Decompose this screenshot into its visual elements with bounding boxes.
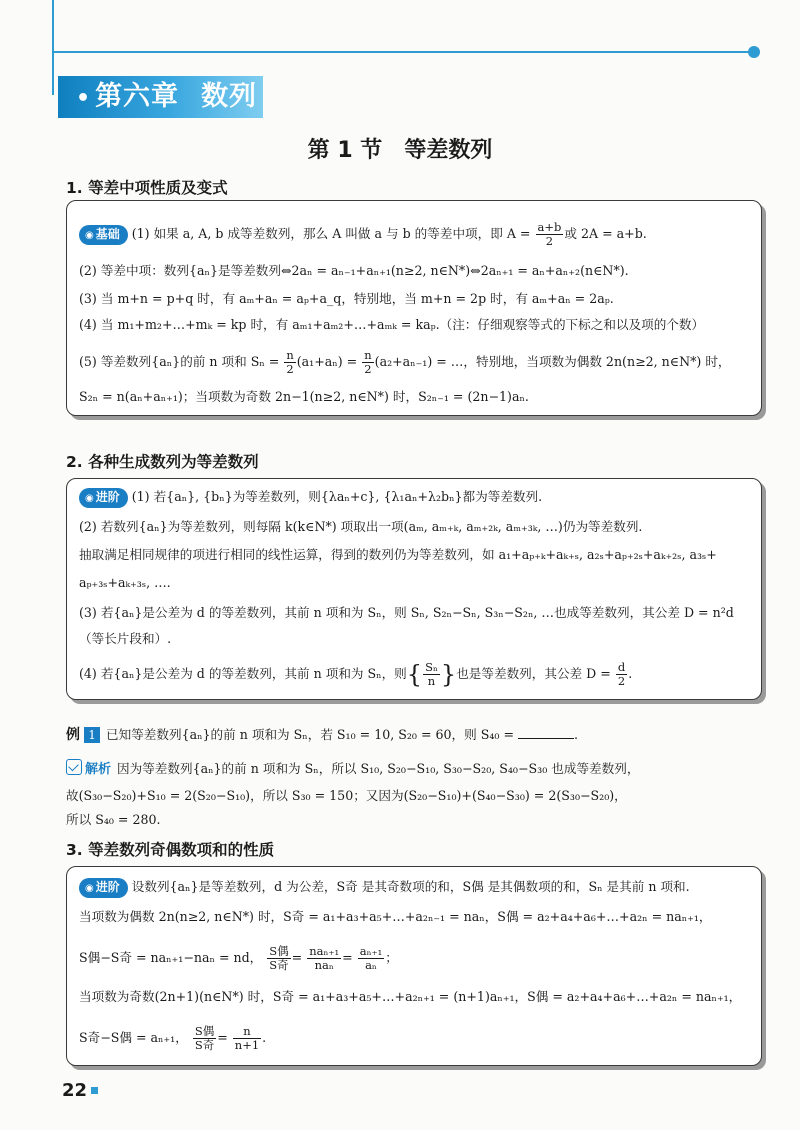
section-2-heading: 2. 各种生成数列为等差数列 — [66, 453, 259, 471]
s1-line-3: (3) 当 m+n = p+q 时，有 aₘ+aₙ = aₚ+a_q，特别地，当 m+n = 2p 时，有 aₘ+aₙ = 2aₚ. — [79, 291, 614, 306]
example-number: 1 — [84, 727, 100, 743]
s3-line-2: 当项数为偶数 2n(n≥2, n∈N*) 时，S奇 = a₁+a₃+a₅+…+a₂ₙ₋₁ = naₙ，S偶 = a₂+a₄+a₆+…+a₂ₙ = naₙ₊₁， — [79, 909, 712, 924]
section-1-box — [66, 200, 762, 416]
example-label: 例 — [66, 727, 80, 743]
fraction: $\frac{n}{2}$ — [286, 348, 294, 376]
section-1-heading: 1. 等差中项性质及变式 — [66, 179, 228, 197]
chapter-bullet: • — [76, 86, 92, 111]
s2-line-3: 抽取满足相同规律的项进行相同的线性运算，得到的数列仍为等差数列，如 a₁+aₚ₊ₖ+aₖ₊ₛ, a₂ₛ+aₚ₊₂ₛ+aₖ₊₂ₛ, a₃ₛ+ — [79, 547, 717, 562]
section-title — [0, 133, 800, 164]
s3-line-5: S奇−S偶 = aₙ₊₁， $\frac{\text{S偶}}{\text{S奇}}$ = $\frac{n}{n+1}$ . — [79, 1024, 267, 1052]
chapter-number: 第六章 — [95, 81, 180, 112]
solution-line-2: 故(S₃₀−S₂₀)+S₁₀ = 2(S₂₀−S₁₀)，所以 S₃₀ = 150；又因为(S₂₀−S₁₀)+(S₄₀−S₃₀) = 2(S₃₀−S₂₀)， — [66, 788, 627, 803]
fraction: $\frac{n}{2}$ — [364, 348, 372, 376]
fraction: $\frac{\text{S偶}}{\text{S奇}}$ — [194, 1024, 215, 1052]
fraction: $\frac{\text{Sₙ}}{n}$ — [425, 660, 438, 688]
s1-line-5: (5) 等差数列{aₙ}的前 n 项和 Sₙ = $\frac{n}{2}$ (a₁+aₙ) = $\frac{n}{2}$ (a₂+aₙ₋₁) = …，特别地，当项数为偶数 2n(n≥2, n∈N*) 时， — [79, 348, 731, 376]
fraction: $\frac{\text{naₙ₊₁}}{\text{naₙ}}$ — [309, 944, 340, 972]
solution-label: 解析 — [85, 762, 112, 777]
answer-blank — [518, 738, 574, 739]
s2-line-5: (3) 若{aₙ}是公差为 d 的等差数列，其前 n 项和为 Sₙ，则 Sₙ, S₂ₙ−Sₙ, S₃ₙ−S₂ₙ, …也成等差数列，其公差 D = n²d — [79, 605, 734, 620]
advanced-tag: ◉ 进阶 — [79, 488, 128, 508]
fraction: $\frac{\text{S偶}}{\text{S奇}}$ — [269, 944, 289, 972]
page-square-icon — [91, 1087, 98, 1094]
advanced-tag: ◉ 进阶 — [79, 878, 128, 898]
section-name: 等差数列 — [404, 138, 493, 163]
s3-line-4: 当项数为奇数(2n+1)(n∈N*) 时，S奇 = a₁+a₃+a₅+…+a₂ₙ₊₁ = (n+1)aₙ₊₁，S偶 = a₂+a₄+a₆+…+a₂ₙ = naₙ₊₁， — [79, 989, 742, 1004]
s2-line-7: (4) 若{aₙ}是公差为 d 的等差数列，其前 n 项和为 Sₙ，则{ $\frac{\text{Sₙ}}{n}$ }也是等差数列，其公差 D = $\frac{d}{2}$ . — [79, 660, 633, 689]
fraction: $\frac{\text{aₙ₊₁}}{\text{aₙ}}$ — [359, 944, 383, 972]
s2-line-4: aₚ₊₃ₛ+aₖ₊₃ₛ, …. — [79, 575, 171, 590]
s3-line-3: S偶−S奇 = naₙ₊₁−naₙ = nd， $\frac{\text{S偶}}{\text{S奇}}$ = $\frac{\text{naₙ₊₁}}{\text{naₙ}}$ = $\frac{\text{aₙ₊₁}}{\text{aₙ}}$ ； — [79, 944, 398, 972]
s1-line-4: (4) 当 m₁+m₂+…+mₖ = kp 时，有 aₘ₁+aₘ₂+…+aₘₖ = kaₚ.（注：仔细观察等式的下标之和以及项的个数） — [79, 317, 705, 332]
solution-line-1: 解析 因为等差数列{aₙ}的前 n 项和为 Sₙ，所以 S₁₀, S₂₀−S₁₀, S₃₀−S₂₀, S₄₀−S₃₀ 也成等差数列， — [66, 759, 639, 780]
section-3-heading: 3. 等差数列奇偶数项和的性质 — [66, 841, 275, 859]
solution-line-3: 所以 S₄₀ = 280. — [66, 812, 161, 827]
fraction: $\frac{d}{2}$ — [617, 660, 626, 688]
s1-line-1: ◉ 基础 (1) 如果 a, A, b 成等差数列，那么 A 叫做 a 与 b 的等差中项，即 A = $\frac{a+b}{2}$ 或 2A = a+b. — [79, 221, 647, 248]
chapter-banner — [58, 76, 263, 118]
basic-tag: ◉ 基础 — [79, 225, 128, 245]
fraction: $\frac{a+b}{2}$ — [537, 220, 562, 248]
s1-line-2: (2) 等差中项：数列{aₙ}是等差数列⇔2aₙ = aₙ₋₁+aₙ₊₁(n≥2, n∈N*)⇔2aₙ₊₁ = aₙ+aₙ₊₂(n∈N*). — [79, 263, 629, 278]
section-number: 第 1 节 — [307, 138, 383, 163]
fraction: $\frac{n}{n+1}$ — [234, 1024, 260, 1052]
page-number: 22 — [62, 1080, 98, 1101]
s2-line-2: (2) 若数列{aₙ}为等差数列，则每隔 k(k∈N*) 项取出一项(aₘ, aₘ₊ₖ, aₘ₊₂ₖ, aₘ₊₃ₖ, …)仍为等差数列. — [79, 519, 643, 534]
section-2-box — [66, 478, 762, 700]
tag-icon: ◉ — [85, 230, 94, 241]
header-dot — [748, 46, 760, 58]
tag-icon: ◉ — [85, 883, 94, 894]
s2-line-6: （等长片段和）. — [79, 631, 172, 646]
tag-icon: ◉ — [85, 493, 94, 504]
s2-line-1: ◉ 进阶 (1) 若{aₙ}, {bₙ}为等差数列，则{λaₙ+c}, {λ₁aₙ+λ₂bₙ}都为等差数列. — [79, 487, 542, 508]
solution-icon — [66, 759, 82, 775]
header-vertical-line — [52, 0, 54, 95]
section-3-box — [66, 866, 762, 1066]
header-horizontal-line — [52, 51, 752, 53]
example-1: 例 1 已知等差数列{aₙ}的前 n 项和为 Sₙ，若 S₁₀ = 10, S₂₀ = 60，则 S₄₀ = . — [66, 727, 579, 743]
s1-line-6: S₂ₙ = n(aₙ+aₙ₊₁)；当项数为奇数 2n−1(n≥2, n∈N*) 时，S₂ₙ₋₁ = (2n−1)aₙ. — [79, 389, 529, 404]
s3-line-1: ◉ 进阶 设数列{aₙ}是等差数列，d 为公差，S奇 是其奇数项的和，S偶 是其偶数项的和，Sₙ 是其前 n 项和. — [79, 877, 690, 898]
chapter-title: 数列 — [201, 81, 258, 112]
